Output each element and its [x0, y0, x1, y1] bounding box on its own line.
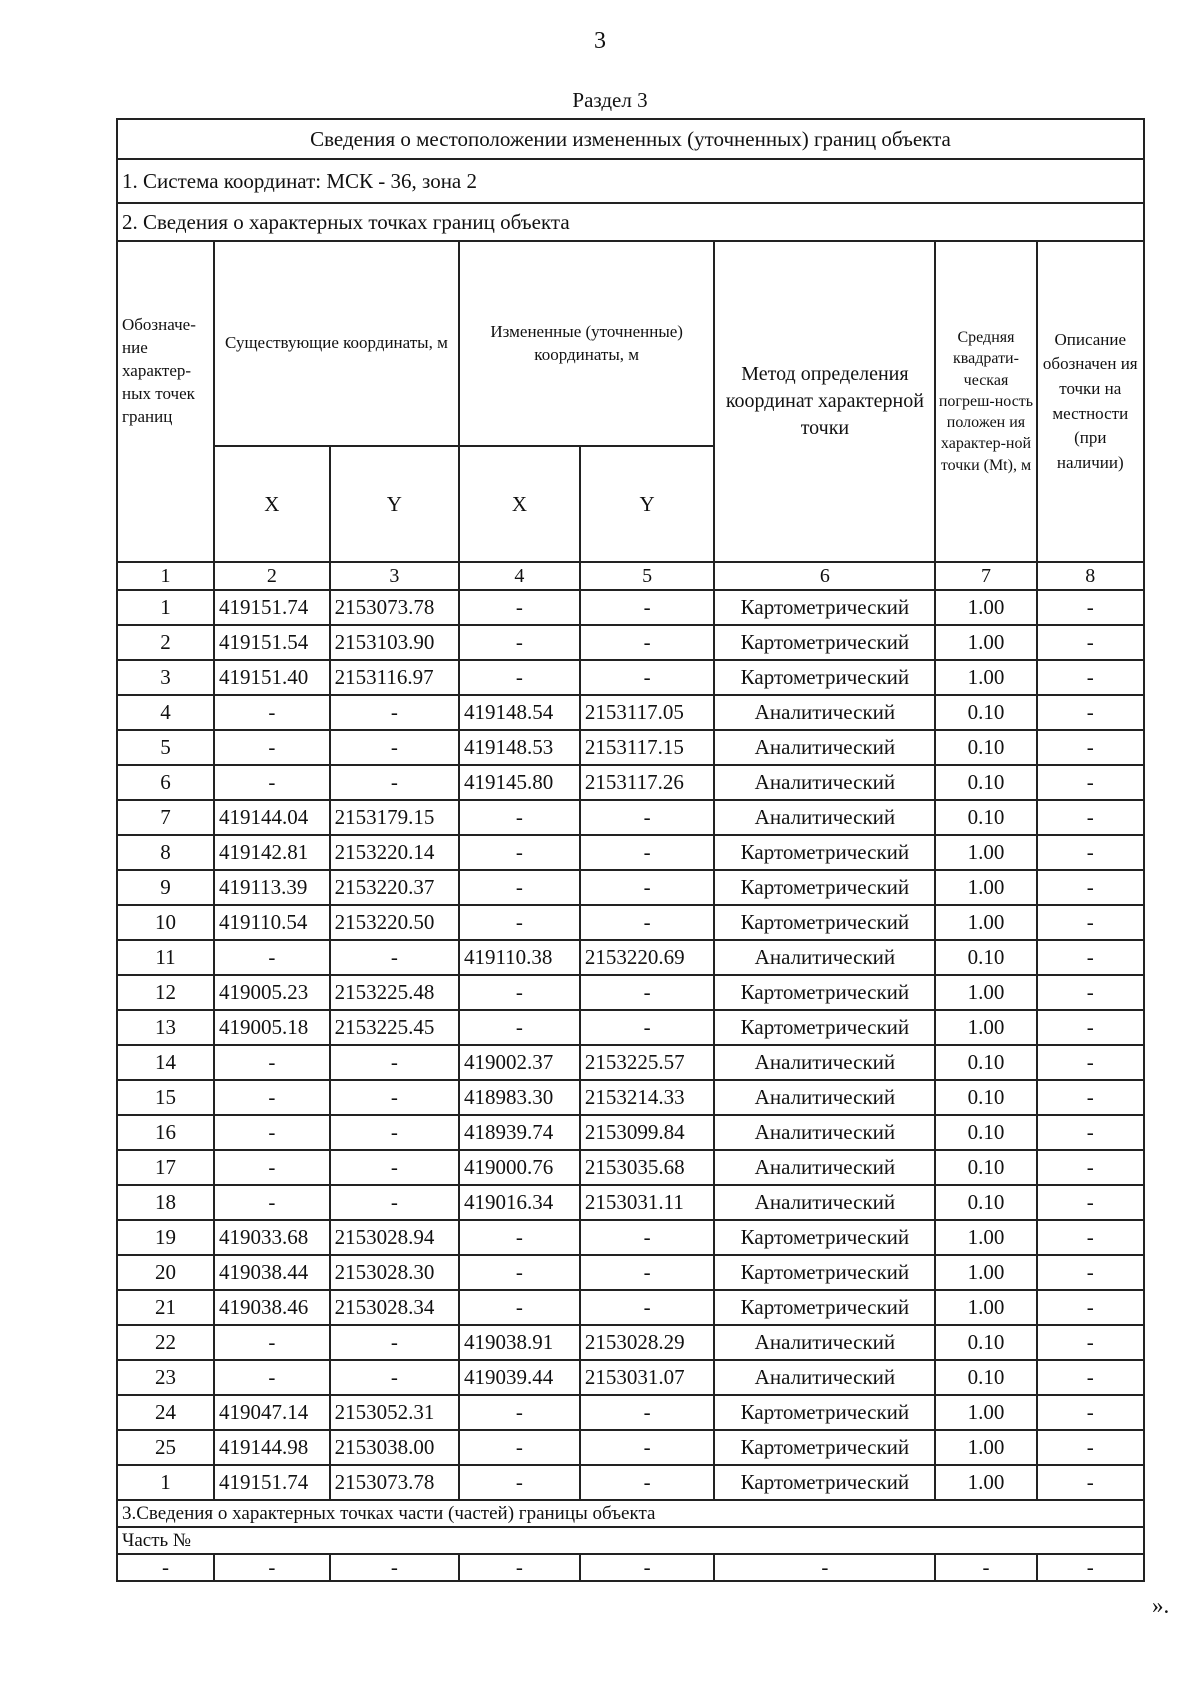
cell-point: 23 [117, 1360, 214, 1395]
cell-method: Картометрический [714, 1465, 935, 1500]
cell-method: Картометрический [714, 1255, 935, 1290]
cell-changed-y: - [580, 800, 715, 835]
cell-point: 22 [117, 1325, 214, 1360]
cell-existing-y: - [330, 1080, 459, 1115]
cell-existing-x: 419151.74 [214, 1465, 330, 1500]
cell-method: Картометрический [714, 835, 935, 870]
cell-existing-x: - [214, 1045, 330, 1080]
cell-existing-y: 2153179.15 [330, 800, 459, 835]
table-row [117, 730, 1144, 765]
cell-existing-x: 419033.68 [214, 1220, 330, 1255]
column-numbers-row [117, 562, 1144, 590]
cell-point: 1 [117, 1465, 214, 1500]
cell-description: - [1037, 765, 1144, 800]
cell-existing-x: 419151.54 [214, 625, 330, 660]
cell-method: Аналитический [714, 940, 935, 975]
coordinate-system: 1. Система координат: МСК - 36, зона 2 [117, 159, 1144, 203]
cell-mean-error: 1.00 [935, 975, 1036, 1010]
cell-mean-error: 0.10 [935, 1150, 1036, 1185]
cell-point: 19 [117, 1220, 214, 1255]
cell-point: 17 [117, 1150, 214, 1185]
cell-mean-error: 0.10 [935, 1080, 1036, 1115]
table-row [117, 1220, 1144, 1255]
points-section-row [117, 203, 1144, 241]
table-row [117, 1010, 1144, 1045]
part-points-row [117, 1554, 1144, 1581]
cell-changed-y: 2153099.84 [580, 1115, 715, 1150]
cell-point: 8 [117, 835, 214, 870]
cell-point: 1 [117, 590, 214, 625]
column-number: 8 [1037, 562, 1144, 590]
cell-method: Аналитический [714, 765, 935, 800]
cell-point: 21 [117, 1290, 214, 1325]
cell-existing-x: 419142.81 [214, 835, 330, 870]
cell-changed-y: - [580, 1010, 715, 1045]
cell-changed-x: - [459, 975, 580, 1010]
cell-changed-y: - [580, 975, 715, 1010]
cell-point: 18 [117, 1185, 214, 1220]
cell-existing-x: - [214, 1185, 330, 1220]
cell-changed-y: 2153035.68 [580, 1150, 715, 1185]
cell-changed-x: 419148.53 [459, 730, 580, 765]
cell-point: 4 [117, 695, 214, 730]
cell-point: 16 [117, 1115, 214, 1150]
cell-mean-error: 0.10 [935, 765, 1036, 800]
cell-changed-x: - [459, 1465, 580, 1500]
cell-changed-x: 419002.37 [459, 1045, 580, 1080]
cell-mean-error: 1.00 [935, 1395, 1036, 1430]
cell-existing-x: - [214, 1115, 330, 1150]
cell-mean-error: 1.00 [935, 625, 1036, 660]
cell-existing-y: 2153225.48 [330, 975, 459, 1010]
cell-existing-x: - [214, 730, 330, 765]
cell-existing-x: 419038.46 [214, 1290, 330, 1325]
cell-description: - [1037, 1115, 1144, 1150]
cell-existing-y: 2153220.14 [330, 835, 459, 870]
table-row [117, 1290, 1144, 1325]
table-row [117, 1255, 1144, 1290]
table-title: Сведения о местоположении измененных (уточненных) границ объекта [117, 119, 1144, 159]
cell-description: - [1037, 1010, 1144, 1045]
table-row [117, 625, 1144, 660]
cell-method: Картометрический [714, 1220, 935, 1255]
cell-method: Аналитический [714, 1080, 935, 1115]
cell-mean-error: 1.00 [935, 1220, 1036, 1255]
cell-changed-x: 419039.44 [459, 1360, 580, 1395]
part-label-row [117, 1527, 1144, 1554]
cell-changed-y: 2153117.05 [580, 695, 715, 730]
cell-point: 6 [117, 765, 214, 800]
cell-mean-error: 0.10 [935, 1115, 1036, 1150]
cell-existing-y: - [330, 1185, 459, 1220]
closing-quote: ». [1152, 1593, 1170, 1618]
cell-existing-y: - [330, 1045, 459, 1080]
cell-mean-error: 1.00 [935, 835, 1036, 870]
cell-changed-y: 2153225.57 [580, 1045, 715, 1080]
cell-mean-error: 1.00 [935, 1290, 1036, 1325]
cell-existing-y: 2153073.78 [330, 1465, 459, 1500]
cell-description: - [1037, 975, 1144, 1010]
cell-mean-error: 0.10 [935, 800, 1036, 835]
cell-description: - [1037, 905, 1144, 940]
cell-point: 9 [117, 870, 214, 905]
cell-description: - [1037, 1325, 1144, 1360]
cell-point: 24 [117, 1395, 214, 1430]
cell-description: - [1037, 940, 1144, 975]
cell-changed-y: 2153220.69 [580, 940, 715, 975]
cell-method: Аналитический [714, 1150, 935, 1185]
cell-changed-x: 418939.74 [459, 1115, 580, 1150]
cell-mean-error: 0.10 [935, 1045, 1036, 1080]
cell-description: - [1037, 1290, 1144, 1325]
cell-existing-y: - [330, 1150, 459, 1185]
cell-mean-error: 1.00 [935, 870, 1036, 905]
cell-existing-x: - [214, 1150, 330, 1185]
cell-existing-x: 419151.40 [214, 660, 330, 695]
cell-existing-y: 2153225.45 [330, 1010, 459, 1045]
cell-changed-x: 419038.91 [459, 1325, 580, 1360]
cell-changed-y: - [580, 1430, 715, 1465]
cell-changed-x: 419016.34 [459, 1185, 580, 1220]
cell-method: Картометрический [714, 1430, 935, 1465]
cell-description: - [1037, 1150, 1144, 1185]
cell-method: Аналитический [714, 800, 935, 835]
cell-mean-error: 0.10 [935, 940, 1036, 975]
cell-mean-error: 0.10 [935, 1325, 1036, 1360]
cell-changed-y: - [580, 625, 715, 660]
cell-changed-x: 418983.30 [459, 1080, 580, 1115]
cell-existing-x: - [214, 1325, 330, 1360]
cell-changed-y: - [580, 905, 715, 940]
cell-changed-x: - [459, 660, 580, 695]
column-number: 6 [714, 562, 935, 590]
cell-existing-x: 419005.18 [214, 1010, 330, 1045]
cell-changed-y: 2153028.29 [580, 1325, 715, 1360]
cell-method: Аналитический [714, 695, 935, 730]
header-existing-x: X [214, 446, 330, 562]
cell-existing-y: - [330, 695, 459, 730]
table-row [117, 1045, 1144, 1080]
cell-method: Картометрический [714, 870, 935, 905]
cell-point: 20 [117, 1255, 214, 1290]
cell-point: 12 [117, 975, 214, 1010]
cell-existing-y: 2153073.78 [330, 590, 459, 625]
part-cell: - [714, 1554, 935, 1581]
header-point-designation: Обозначе-ние характер-ных точек границ [117, 241, 214, 562]
cell-method: Аналитический [714, 730, 935, 765]
cell-changed-y: 2153031.07 [580, 1360, 715, 1395]
cell-changed-y: - [580, 1395, 715, 1430]
part-label: Часть № [117, 1527, 1144, 1554]
cell-existing-x: 419047.14 [214, 1395, 330, 1430]
cell-changed-y: 2153031.11 [580, 1185, 715, 1220]
cell-description: - [1037, 625, 1144, 660]
header-existing-coords: Существующие координаты, м [214, 241, 459, 446]
cell-existing-y: 2153028.30 [330, 1255, 459, 1290]
cell-method: Аналитический [714, 1045, 935, 1080]
table-row [117, 1325, 1144, 1360]
cell-method: Картометрический [714, 590, 935, 625]
cell-existing-y: 2153103.90 [330, 625, 459, 660]
cell-existing-y: 2153052.31 [330, 1395, 459, 1430]
boundary-coordinates-table [116, 118, 1145, 1582]
cell-changed-y: - [580, 835, 715, 870]
page-number: 3 [594, 28, 606, 54]
cell-description: - [1037, 800, 1144, 835]
table-row [117, 1115, 1144, 1150]
cell-existing-y: - [330, 1360, 459, 1395]
table-row [117, 1360, 1144, 1395]
cell-changed-x: 419000.76 [459, 1150, 580, 1185]
cell-changed-x: - [459, 1255, 580, 1290]
table-row [117, 660, 1144, 695]
cell-existing-x: 419038.44 [214, 1255, 330, 1290]
part-cell: - [935, 1554, 1036, 1581]
cell-changed-x: 419110.38 [459, 940, 580, 975]
cell-existing-x: - [214, 695, 330, 730]
coordinate-system-row [117, 159, 1144, 203]
column-number: 1 [117, 562, 214, 590]
cell-method: Картометрический [714, 1290, 935, 1325]
table-row [117, 940, 1144, 975]
table-row [117, 1185, 1144, 1220]
cell-mean-error: 1.00 [935, 905, 1036, 940]
cell-method: Аналитический [714, 1185, 935, 1220]
cell-existing-x: - [214, 940, 330, 975]
cell-point: 25 [117, 1430, 214, 1465]
cell-method: Картометрический [714, 1395, 935, 1430]
table-row [117, 800, 1144, 835]
cell-existing-x: 419151.74 [214, 590, 330, 625]
cell-changed-y: - [580, 590, 715, 625]
table-row [117, 870, 1144, 905]
cell-description: - [1037, 1395, 1144, 1430]
cell-existing-y: 2153028.34 [330, 1290, 459, 1325]
cell-point: 14 [117, 1045, 214, 1080]
cell-description: - [1037, 590, 1144, 625]
table-row [117, 1395, 1144, 1430]
cell-existing-y: - [330, 765, 459, 800]
cell-point: 11 [117, 940, 214, 975]
cell-mean-error: 0.10 [935, 730, 1036, 765]
cell-description: - [1037, 1045, 1144, 1080]
column-number: 7 [935, 562, 1036, 590]
cell-changed-y: 2153117.26 [580, 765, 715, 800]
cell-existing-y: - [330, 940, 459, 975]
cell-method: Картометрический [714, 625, 935, 660]
part-cell: - [459, 1554, 580, 1581]
cell-changed-x: - [459, 870, 580, 905]
part-cell: - [214, 1554, 330, 1581]
cell-method: Аналитический [714, 1360, 935, 1395]
column-number: 4 [459, 562, 580, 590]
table-row [117, 695, 1144, 730]
header-method: Метод определения координат характерной точки [714, 241, 935, 562]
cell-changed-y: - [580, 1290, 715, 1325]
cell-changed-x: - [459, 905, 580, 940]
table-title-row [117, 119, 1144, 159]
cell-description: - [1037, 1465, 1144, 1500]
cell-changed-y: - [580, 870, 715, 905]
table-row [117, 975, 1144, 1010]
part-cell: - [330, 1554, 459, 1581]
cell-changed-y: - [580, 1255, 715, 1290]
points-section-title: 2. Сведения о характерных точках границ объекта [117, 203, 1144, 241]
cell-method: Картометрический [714, 905, 935, 940]
cell-existing-y: 2153220.37 [330, 870, 459, 905]
table-row [117, 1150, 1144, 1185]
header-row-top [117, 241, 1144, 446]
cell-existing-x: 419144.98 [214, 1430, 330, 1465]
cell-changed-x: 419148.54 [459, 695, 580, 730]
cell-existing-x: - [214, 1360, 330, 1395]
cell-point: 5 [117, 730, 214, 765]
cell-mean-error: 0.10 [935, 695, 1036, 730]
table-row [117, 1080, 1144, 1115]
cell-existing-x: 419144.04 [214, 800, 330, 835]
cell-existing-y: - [330, 1325, 459, 1360]
cell-mean-error: 0.10 [935, 1185, 1036, 1220]
part-cell: - [117, 1554, 214, 1581]
cell-description: - [1037, 835, 1144, 870]
header-changed-y: Y [580, 446, 715, 562]
table-row [117, 765, 1144, 800]
cell-method: Картометрический [714, 660, 935, 695]
header-existing-y: Y [330, 446, 459, 562]
table-row [117, 1465, 1144, 1500]
section-label: Раздел 3 [572, 88, 648, 112]
cell-description: - [1037, 660, 1144, 695]
cell-description: - [1037, 1360, 1144, 1395]
cell-description: - [1037, 1430, 1144, 1465]
cell-mean-error: 1.00 [935, 1430, 1036, 1465]
cell-changed-x: - [459, 1290, 580, 1325]
cell-description: - [1037, 870, 1144, 905]
cell-changed-y: - [580, 1465, 715, 1500]
cell-method: Аналитический [714, 1115, 935, 1150]
cell-mean-error: 1.00 [935, 1010, 1036, 1045]
cell-existing-x: - [214, 1080, 330, 1115]
cell-existing-x: 419113.39 [214, 870, 330, 905]
cell-existing-y: 2153028.94 [330, 1220, 459, 1255]
header-changed-coords: Измененные (уточненные) координаты, м [459, 241, 714, 446]
cell-changed-x: - [459, 1395, 580, 1430]
cell-changed-x: - [459, 1220, 580, 1255]
cell-mean-error: 1.00 [935, 590, 1036, 625]
column-number: 5 [580, 562, 715, 590]
cell-description: - [1037, 1255, 1144, 1290]
cell-point: 10 [117, 905, 214, 940]
cell-changed-x: - [459, 800, 580, 835]
cell-changed-x: 419145.80 [459, 765, 580, 800]
cell-point: 13 [117, 1010, 214, 1045]
column-number: 3 [330, 562, 459, 590]
parts-section-row [117, 1500, 1144, 1527]
cell-mean-error: 1.00 [935, 1465, 1036, 1500]
cell-description: - [1037, 1220, 1144, 1255]
cell-mean-error: 0.10 [935, 1360, 1036, 1395]
cell-method: Картометрический [714, 1010, 935, 1045]
cell-description: - [1037, 695, 1144, 730]
header-changed-x: X [459, 446, 580, 562]
table-row [117, 1430, 1144, 1465]
cell-mean-error: 1.00 [935, 660, 1036, 695]
header-mean-error: Средняя квадрати-ческая погреш-ность положен ия характер-ной точки (Mt), м [935, 241, 1036, 562]
cell-existing-y: 2153038.00 [330, 1430, 459, 1465]
cell-changed-x: - [459, 590, 580, 625]
cell-point: 2 [117, 625, 214, 660]
cell-point: 3 [117, 660, 214, 695]
cell-changed-y: 2153214.33 [580, 1080, 715, 1115]
cell-description: - [1037, 1185, 1144, 1220]
cell-existing-y: 2153220.50 [330, 905, 459, 940]
parts-section-title: 3.Сведения о характерных точках части (частей) границы объекта [117, 1500, 1144, 1527]
part-cell: - [1037, 1554, 1144, 1581]
cell-existing-x: - [214, 765, 330, 800]
cell-point: 7 [117, 800, 214, 835]
cell-changed-x: - [459, 835, 580, 870]
cell-existing-y: - [330, 730, 459, 765]
cell-method: Аналитический [714, 1325, 935, 1360]
cell-changed-x: - [459, 1430, 580, 1465]
table-row [117, 835, 1144, 870]
cell-description: - [1037, 1080, 1144, 1115]
cell-existing-y: - [330, 1115, 459, 1150]
cell-changed-x: - [459, 1010, 580, 1045]
part-cell: - [580, 1554, 715, 1581]
cell-description: - [1037, 730, 1144, 765]
table-row [117, 905, 1144, 940]
cell-existing-x: 419005.23 [214, 975, 330, 1010]
cell-changed-y: - [580, 660, 715, 695]
cell-existing-y: 2153116.97 [330, 660, 459, 695]
cell-changed-y: - [580, 1220, 715, 1255]
table-row [117, 590, 1144, 625]
cell-mean-error: 1.00 [935, 1255, 1036, 1290]
cell-changed-y: 2153117.15 [580, 730, 715, 765]
cell-point: 15 [117, 1080, 214, 1115]
cell-changed-x: - [459, 625, 580, 660]
header-description: Описание обозначен ия точки на местности (при наличии) [1037, 241, 1144, 562]
column-number: 2 [214, 562, 330, 590]
cell-method: Картометрический [714, 975, 935, 1010]
cell-existing-x: 419110.54 [214, 905, 330, 940]
